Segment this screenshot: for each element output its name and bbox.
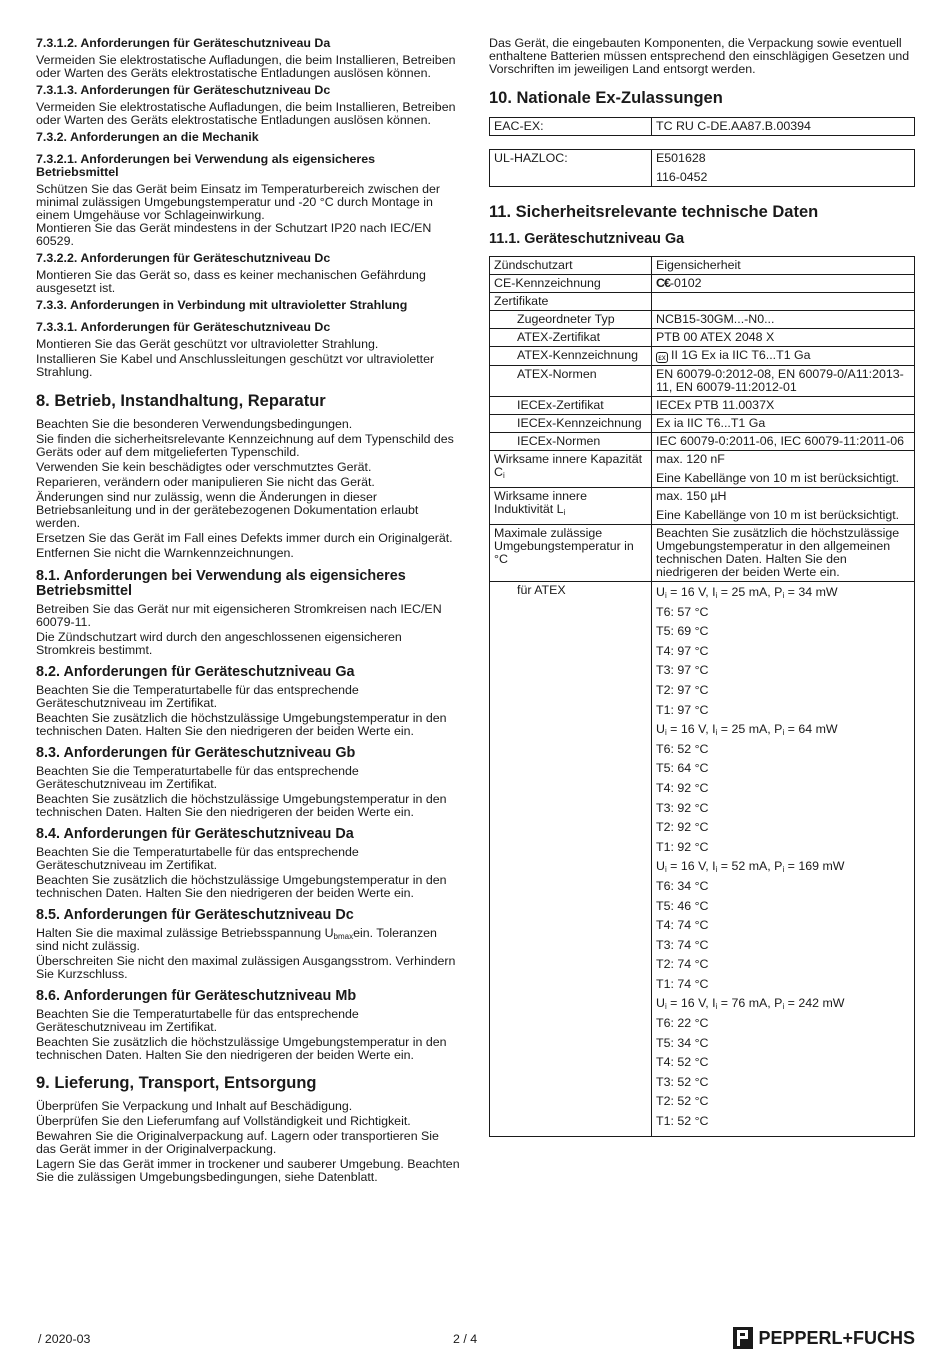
param-value: 34 mW: [798, 585, 838, 599]
heading-section-11: 11. Sicherheitsrelevante technische Daten: [489, 203, 819, 221]
temperature-class-row: [656, 1054, 910, 1074]
separator: :: [670, 682, 678, 697]
temperature-class-row: [656, 741, 910, 761]
electrical-params-line: [656, 858, 910, 878]
paragraph: Beachten Sie zusätzlich die höchstzulässige Umgebungstemperatur in den technischen Daten. Halten Sie den niedrigeren der beiden Werte ein.: [36, 873, 447, 900]
temperature-class-row: [656, 800, 910, 820]
temperature-class: T2: [656, 682, 671, 697]
param-value: 76 mA: [731, 996, 768, 1011]
paragraph: Überschreiten Sie nicht den maximal zulässigen Ausgangsstrom. Verhindern Sie Kurzschluss.: [36, 954, 456, 981]
pf-logo-icon: [733, 1327, 753, 1349]
param-symbol: U: [656, 859, 665, 874]
separator: :: [670, 643, 678, 658]
paragraph: Beachten Sie die Temperaturtabelle für das entsprechende Geräteschutzniveau im Zertifikat.: [36, 764, 359, 791]
heading-81: 8.1. Anforderungen bei Verwendung als eigensicheres Betriebsmittel: [36, 568, 406, 599]
value-line: max. 150 µH: [656, 489, 727, 503]
table-row: [490, 366, 915, 397]
param-value: 16 V: [680, 859, 706, 874]
separator: :: [670, 761, 678, 776]
electrical-params-line: [656, 721, 910, 741]
heading-7331: 7.3.3.1. Anforderungen für Geräteschutzniveau Dc: [36, 320, 331, 334]
param-symbol: I: [712, 585, 716, 599]
ul-value: 116-0452: [656, 170, 708, 184]
table-cell: [652, 150, 915, 187]
table-cell: Zugeordneter Typ: [490, 311, 652, 329]
param-value: 16 V: [680, 722, 706, 737]
paragraph: Montieren Sie das Gerät mindestens in der Schutzart IP20 nach IEC/EN 60529.: [36, 221, 432, 248]
page-number: 2 / 4: [453, 1332, 478, 1346]
temperature-class: T6: [656, 741, 671, 756]
electrical-params-line: [656, 995, 910, 1015]
temperature-class-row: [656, 839, 910, 859]
text-part: ein. Toleranzen sind nicht zulässig.: [36, 926, 437, 953]
temperature-class-row: [656, 1113, 910, 1133]
table-cell: [652, 488, 915, 525]
temperature-value: 34 °C: [677, 878, 709, 893]
paragraph: Betreiben Sie das Gerät nur mit eigensicheren Stromkreisen nach IEC/EN 60079-11.: [36, 602, 442, 629]
temperature-value: 97 °C: [677, 663, 709, 678]
paragraph: Änderungen sind nur zulässig, wenn die Änderungen in dieser Betriebsanleitung und in der gerätebezogenen Dokumentation erlaubt werden.: [36, 490, 419, 530]
subscript: i: [715, 728, 718, 738]
eac-table: [489, 117, 915, 136]
temperature-class-row: [656, 604, 910, 624]
heading-86: 8.6. Anforderungen für Geräteschutzniveau Mb: [36, 988, 357, 1004]
temperature-value: 46 °C: [677, 898, 709, 913]
temperature-class-row: [656, 780, 910, 800]
subscript: i: [782, 1002, 785, 1012]
paragraph: Überprüfen Sie Verpackung und Inhalt auf Beschädigung.: [36, 1099, 353, 1113]
page-footer: [36, 1327, 915, 1351]
temperature-value: 92 °C: [677, 820, 709, 835]
temperature-class-row: [656, 976, 910, 996]
table-row: [490, 257, 915, 275]
table-cell: [652, 293, 915, 311]
param-separator: ,: [705, 859, 713, 874]
temperature-value: 97 °C: [677, 682, 709, 697]
label-text: Wirksame innere Kapazität C: [494, 452, 643, 479]
table-cell: [490, 488, 652, 525]
temperature-class-cell: [652, 582, 915, 1137]
heading-85: 8.5. Anforderungen für Geräteschutzniveau Dc: [36, 907, 354, 923]
temperature-value: 92 °C: [677, 839, 709, 854]
table-cell: ATEX-Kennzeichnung: [490, 347, 652, 366]
temperature-class-row: [656, 702, 910, 722]
param-equals: =: [666, 996, 681, 1011]
temperature-class: T6: [656, 878, 671, 893]
ul-value: E501628: [656, 151, 706, 165]
temperature-value: 74 °C: [677, 976, 709, 991]
table-cell: PTB 00 ATEX 2048 X: [652, 329, 915, 347]
subscript: i: [782, 865, 785, 875]
separator: :: [670, 976, 678, 991]
ce-value: -0102: [669, 276, 702, 290]
temperature-class: T4: [656, 1055, 671, 1070]
ex-hexagon-icon: εx: [656, 352, 668, 363]
table-row: [490, 293, 915, 311]
subscript: bmax: [333, 932, 354, 941]
subscript: i: [664, 1002, 667, 1012]
table-cell: ATEX-Normen: [490, 366, 652, 397]
table-row: [490, 415, 915, 433]
param-equals: =: [784, 859, 799, 874]
paragraph: Schützen Sie das Gerät beim Einsatz im Temperaturbereich zwischen der minimal zulässigen Umgebungstemperatur und -20 °C durch Montage in einem Umgehäuse vor Schlageinwirkung.: [36, 182, 441, 222]
temperature-value: 52 °C: [677, 741, 709, 756]
paragraph: Überprüfen Sie den Lieferumfang auf Vollständigkeit und Richtigkeit.: [36, 1114, 411, 1128]
temperature-class: T2: [656, 1094, 671, 1109]
separator: :: [670, 937, 678, 952]
separator: :: [670, 898, 678, 913]
subscript: i: [664, 728, 667, 738]
param-equals: =: [784, 585, 799, 599]
separator: :: [670, 1055, 678, 1070]
table-cell: ATEX-Zertifikat: [490, 329, 652, 347]
param-value: 16 V: [680, 996, 706, 1011]
separator: :: [670, 780, 678, 795]
separator: :: [670, 839, 678, 854]
table-cell: [490, 451, 652, 488]
temperature-value: 74 °C: [677, 937, 709, 952]
temperature-class: T5: [656, 898, 671, 913]
table-cell: UL-HAZLOC:: [490, 150, 652, 187]
table-cell: NCB15-30GM...-N0...: [652, 311, 915, 329]
value-line: max. 120 nF: [656, 452, 725, 466]
table-cell: EAC-EX:: [490, 118, 652, 136]
temperature-value: 74 °C: [677, 918, 709, 933]
param-symbol: P: [774, 859, 783, 874]
temperature-class-row: [656, 937, 910, 957]
param-equals: =: [717, 722, 732, 737]
separator: :: [670, 624, 678, 639]
separator: :: [670, 663, 678, 678]
subscript: i: [715, 591, 718, 600]
param-equals: =: [717, 585, 732, 599]
heading-733: 7.3.3. Anforderungen in Verbindung mit ultravioletter Strahlung: [36, 298, 408, 312]
table-cell: Ex ia IIC T6...T1 Ga: [652, 415, 915, 433]
table-row: [490, 311, 915, 329]
temperature-class-row: [656, 819, 910, 839]
temperature-class: T3: [656, 937, 671, 952]
subscript: i: [782, 728, 785, 738]
table-row: [490, 433, 915, 451]
heading-83: 8.3. Anforderungen für Geräteschutzniveau Gb: [36, 745, 356, 761]
table-cell: Zertifikate: [490, 293, 652, 311]
table-row: [490, 150, 915, 187]
temperature-class-row: [656, 760, 910, 780]
separator: :: [670, 800, 678, 815]
temperature-class-row: [656, 898, 910, 918]
brand-name: PEPPERL+FUCHS: [758, 1327, 915, 1348]
separator: :: [670, 1035, 678, 1050]
param-separator: ,: [705, 722, 713, 737]
param-equals: =: [666, 859, 681, 874]
temperature-class: T3: [656, 1074, 671, 1089]
param-value: 52 mA: [731, 859, 768, 874]
param-value: 169 mW: [798, 859, 845, 874]
temperature-value: 52 °C: [677, 1074, 709, 1089]
table-row: [490, 582, 915, 1137]
ce-mark-icon: C€: [656, 276, 670, 290]
paragraph: Entfernen Sie nicht die Warnkennzeichnungen.: [36, 546, 294, 560]
paragraph: Reparieren, verändern oder manipulieren Sie nicht das Gerät.: [36, 475, 375, 489]
temperature-class: T5: [656, 1035, 671, 1050]
table-cell: [652, 275, 915, 293]
param-symbol: I: [712, 996, 716, 1011]
safety-data-table: [489, 256, 915, 1137]
temperature-class: T1: [656, 1114, 671, 1129]
value-line: Eine Kabellänge von 10 m ist berücksichtigt.: [656, 508, 900, 522]
separator: :: [670, 820, 678, 835]
param-value: 242 mW: [798, 996, 845, 1011]
param-value: 25 mA: [731, 722, 768, 737]
temperature-class-row: [656, 1093, 910, 1113]
paragraph: Bewahren Sie die Originalverpackung auf. Lagern oder transportieren Sie das Gerät immer in der Originalverpackung.: [36, 1129, 439, 1156]
param-equals: =: [784, 722, 799, 737]
temperature-value: 74 °C: [677, 957, 709, 972]
separator: :: [670, 957, 678, 972]
temperature-class: T3: [656, 800, 671, 815]
heading-section-9: 9. Lieferung, Transport, Entsorgung: [36, 1074, 317, 1092]
temperature-class-row: [656, 1074, 910, 1094]
param-value: 16 V: [680, 585, 706, 599]
param-symbol: P: [774, 996, 783, 1011]
paragraph: Beachten Sie zusätzlich die höchstzulässige Umgebungstemperatur in den technischen Daten. Halten Sie den niedrigeren der beiden Werte ein.: [36, 711, 447, 738]
param-separator: ,: [767, 722, 775, 737]
subscript: i: [664, 865, 667, 875]
atex-marking: II 1G Ex ia IIC T6...T1 Ga: [671, 348, 811, 362]
table-cell: Eigensicherheit: [652, 257, 915, 275]
value-line: Eine Kabellänge von 10 m ist berücksichtigt.: [656, 471, 900, 485]
temperature-class-row: [656, 878, 910, 898]
table-cell: CE-Kennzeichnung: [490, 275, 652, 293]
paragraph: Beachten Sie zusätzlich die höchstzulässige Umgebungstemperatur in den technischen Daten. Halten Sie den niedrigeren der beiden Werte ein.: [36, 1035, 447, 1062]
table-row: [490, 118, 915, 136]
temperature-value: 92 °C: [677, 800, 709, 815]
param-symbol: U: [656, 722, 665, 737]
param-symbol: P: [774, 722, 783, 737]
paragraph: [36, 927, 460, 953]
paragraph: Beachten Sie die Temperaturtabelle für das entsprechende Geräteschutzniveau im Zertifikat.: [36, 683, 359, 710]
table-cell: IECEx-Normen: [490, 433, 652, 451]
temperature-value: 34 °C: [677, 1035, 709, 1050]
paragraph: Die Zündschutzart wird durch den angeschlossenen eigensicheren Stromkreis bestimmt.: [36, 630, 402, 657]
subscript: i: [664, 591, 667, 600]
right-column: [489, 37, 915, 1137]
paragraph: Ersetzen Sie das Gerät im Fall eines Defekts immer durch ein Originalgerät.: [36, 531, 453, 545]
subscript: i: [563, 508, 566, 517]
temperature-class: T2: [656, 820, 671, 835]
table-cell: für ATEX: [490, 582, 652, 1137]
heading-732: 7.3.2. Anforderungen an die Mechanik: [36, 130, 259, 144]
temperature-class: T4: [656, 918, 671, 933]
electrical-params-line: [656, 584, 910, 604]
heading-7313: 7.3.1.3. Anforderungen für Geräteschutzniveau Dc: [36, 83, 331, 97]
temperature-class: T4: [656, 643, 671, 658]
separator: :: [670, 604, 678, 619]
paragraph: Lagern Sie das Gerät immer in trockener und sauberer Umgebung. Beachten Sie die zulässigen Umgebungsbedingungen, siehe Datenblatt.: [36, 1157, 460, 1184]
table-row: [490, 329, 915, 347]
table-cell: IECEx-Kennzeichnung: [490, 415, 652, 433]
table-cell: IEC 60079-0:2011-06, IEC 60079-11:2011-06: [652, 433, 915, 451]
heading-section-10: 10. Nationale Ex-Zulassungen: [489, 89, 723, 107]
heading-84: 8.4. Anforderungen für Geräteschutzniveau Da: [36, 826, 354, 842]
temperature-class-row: [656, 643, 910, 663]
temperature-value: 52 °C: [677, 1114, 709, 1129]
temperature-class: T1: [656, 702, 671, 717]
param-symbol: P: [774, 585, 783, 599]
table-row: [490, 488, 915, 525]
separator: :: [670, 1074, 678, 1089]
temperature-class: T5: [656, 761, 671, 776]
brand-logo: [733, 1327, 915, 1349]
table-cell: Zündschutzart: [490, 257, 652, 275]
param-value: 25 mA: [731, 585, 768, 599]
heading-111: 11.1. Geräteschutzniveau Ga: [489, 231, 685, 247]
param-separator: ,: [705, 585, 713, 599]
temperature-class-row: [656, 956, 910, 976]
table-cell: Maximale zulässige Umgebungstemperatur in °C: [490, 525, 652, 582]
temperature-class-row: [656, 1035, 910, 1055]
param-separator: ,: [767, 859, 775, 874]
paragraph: Beachten Sie zusätzlich die höchstzulässige Umgebungstemperatur in den technischen Daten. Halten Sie den niedrigeren der beiden Werte ein.: [36, 792, 447, 819]
separator: :: [670, 1094, 678, 1109]
param-symbol: U: [656, 585, 665, 599]
subscript: i: [502, 471, 505, 480]
temperature-class-row: [656, 662, 910, 682]
param-equals: =: [784, 996, 799, 1011]
temperature-value: 57 °C: [677, 604, 709, 619]
text-part: Halten Sie die maximal zulässige Betriebsspannung U: [36, 926, 334, 940]
paragraph: Vermeiden Sie elektrostatische Aufladungen, die beim Installieren, Betreiben oder Warten des Geräts elektrostatische Entladungen auslösen können.: [36, 53, 456, 80]
heading-7312: 7.3.1.2. Anforderungen für Geräteschutzniveau Da: [36, 36, 331, 50]
temperature-value: 97 °C: [677, 643, 709, 658]
table-cell: Beachten Sie zusätzlich die höchstzulässige Umgebungstemperatur in den allgemeinen technischen Daten. Halten Sie den niedrigeren der beiden Werte ein.: [652, 525, 915, 582]
heading-7321: 7.3.2.1. Anforderungen bei Verwendung als eigensicheres Betriebsmittel: [36, 152, 376, 179]
paragraph: Beachten Sie die Temperaturtabelle für das entsprechende Geräteschutzniveau im Zertifikat.: [36, 845, 359, 872]
paragraph: Beachten Sie die besonderen Verwendungsbedingungen.: [36, 417, 353, 431]
table-row: [490, 397, 915, 415]
footer-date: / 2020-03: [38, 1332, 91, 1346]
subscript: i: [715, 1002, 718, 1012]
paragraph: Installieren Sie Kabel und Anschlussleitungen geschützt vor ultravioletter Strahlung.: [36, 352, 435, 379]
temperature-class: T5: [656, 624, 671, 639]
separator: :: [670, 702, 678, 717]
param-equals: =: [666, 585, 681, 599]
temperature-value: 22 °C: [677, 1016, 709, 1031]
temperature-class: T6: [656, 604, 671, 619]
param-value: 64 mW: [798, 722, 838, 737]
temperature-value: 97 °C: [677, 702, 709, 717]
param-equals: =: [717, 996, 732, 1011]
temperature-class: T1: [656, 839, 671, 854]
temperature-class: T4: [656, 780, 671, 795]
temperature-class-row: [656, 1015, 910, 1035]
table-row: [490, 451, 915, 488]
temperature-class-row: [656, 917, 910, 937]
temperature-value: 64 °C: [677, 761, 709, 776]
subscript: i: [715, 865, 718, 875]
paragraph: Montieren Sie das Gerät geschützt vor ultravioletter Strahlung.: [36, 337, 379, 351]
table-row: [490, 525, 915, 582]
separator: :: [670, 878, 678, 893]
subscript: i: [782, 591, 785, 600]
table-cell: IECEx PTB 11.0037X: [652, 397, 915, 415]
param-symbol: I: [712, 722, 716, 737]
paragraph: Montieren Sie das Gerät so, dass es keiner mechanischen Gefährdung ausgesetzt ist.: [36, 268, 426, 295]
param-separator: ,: [767, 996, 775, 1011]
param-equals: =: [666, 722, 681, 737]
heading-7322: 7.3.2.2. Anforderungen für Geräteschutzniveau Dc: [36, 251, 331, 265]
paragraph: Beachten Sie die Temperaturtabelle für das entsprechende Geräteschutzniveau im Zertifikat.: [36, 1007, 359, 1034]
table-cell: [652, 451, 915, 488]
param-symbol: I: [712, 859, 716, 874]
separator: :: [670, 918, 678, 933]
table-cell: [652, 347, 915, 366]
temperature-value: 92 °C: [677, 780, 709, 795]
heading-82: 8.2. Anforderungen für Geräteschutzniveau Ga: [36, 664, 355, 680]
table-cell: TC RU C-DE.AA87.B.00394: [652, 118, 915, 136]
temperature-class: T3: [656, 663, 671, 678]
separator: :: [670, 1016, 678, 1031]
temperature-class: T1: [656, 976, 671, 991]
param-symbol: U: [656, 996, 665, 1011]
param-separator: ,: [767, 585, 775, 599]
param-equals: =: [717, 859, 732, 874]
heading-section-8: 8. Betrieb, Instandhaltung, Reparatur: [36, 392, 326, 410]
label-text: Wirksame innere Induktivität L: [494, 489, 587, 516]
paragraph: Sie finden die sicherheitsrelevante Kennzeichnung auf dem Typenschild des Geräts oder auf dem mitgelieferten Typenschild.: [36, 432, 454, 459]
temperature-value: 52 °C: [677, 1055, 709, 1070]
temperature-value: 52 °C: [677, 1094, 709, 1109]
separator: :: [670, 741, 678, 756]
param-separator: ,: [705, 996, 713, 1011]
left-column: [36, 37, 460, 1184]
temperature-value: 69 °C: [677, 624, 709, 639]
paragraph: Das Gerät, die eingebauten Komponenten, die Verpackung sowie eventuell enthaltene Batterien müssen entsprechend den einschlägigen Gesetzen und Vorschriften im jeweiligen Land entsorgt werden.: [489, 36, 910, 76]
paragraph: Verwenden Sie kein beschädigtes oder verschmutztes Gerät.: [36, 460, 372, 474]
table-cell: IECEx-Zertifikat: [490, 397, 652, 415]
separator: :: [670, 1114, 678, 1129]
table-row: [490, 275, 915, 293]
temperature-class: T2: [656, 957, 671, 972]
table-cell: EN 60079-0:2012-08, EN 60079-0/A11:2013-11, EN 60079-11:2012-01: [652, 366, 915, 397]
table-row: [490, 347, 915, 366]
ul-table: [489, 149, 915, 187]
temperature-class-row: [656, 682, 910, 702]
temperature-class-row: [656, 623, 910, 643]
temperature-class: T6: [656, 1016, 671, 1031]
paragraph: Vermeiden Sie elektrostatische Aufladungen, die beim Installieren, Betreiben oder Warten des Geräts elektrostatische Entladungen auslösen können.: [36, 100, 456, 127]
